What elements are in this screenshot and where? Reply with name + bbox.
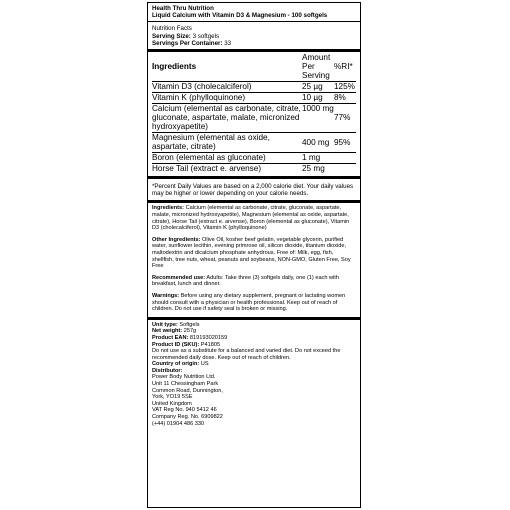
distributor-line: Unit 11 Chessingham Park (152, 381, 219, 388)
product-header (148, 3, 360, 21)
nutrient-table-header (152, 53, 356, 82)
label-text-section (148, 203, 360, 316)
daily-values-footnote: *Percent Daily Values are based on a 2,000 calorie diet. Your daily values may be higher or lower depending on your calorie needs. (152, 183, 354, 198)
nutrient-ri (334, 164, 356, 175)
country-of-origin: Country of origin: US (152, 361, 209, 368)
nutrient-row (152, 133, 356, 153)
product-ean: Product EAN: 819193020159 (152, 334, 228, 341)
nutrient-row (152, 82, 356, 93)
nutrient-row (152, 153, 356, 164)
nutrient-amount: 25 mg (302, 164, 334, 175)
nutrient-name: Calcium (elemental as carbonate, citrate, gluconate, aspartate, malate, micronized hydroxyapetite) (152, 104, 301, 132)
nutrient-row (152, 104, 356, 133)
nutrient-amount: 1000 mg (302, 104, 334, 133)
recommended-use-paragraph: Recommended use: Adults: Take three (3) softgels daily, one (1) each with breakfast, lunch and dinner. (152, 274, 339, 288)
distributor-line: (+44) 01904 486 330 (152, 420, 205, 427)
nutrient-table-wrap (148, 52, 360, 176)
nutrient-amount: 400 mg (302, 133, 334, 153)
servings-per-container: Servings Per Container: 33 (152, 39, 232, 47)
warnings-paragraph: Warnings: Before using any dietary supplement, pregnant or lactating women should consult with a physician or health professional. Keep out of reach of children. Do not use if safety seal is broken or missing. (152, 292, 346, 313)
diet-disclaimer: Do not use as a substitute for a balanced and varied diet. Do not exceed the recommended daily dose. Keep out of reach of children. (152, 348, 341, 361)
nutrient-name: Vitamin K (phylloquinone) (152, 93, 302, 104)
product-sku: Product ID (SKU): P41805 (152, 341, 221, 348)
nutrient-amount: 25 µg (302, 82, 334, 93)
distributor-line: United Kingdom (152, 400, 192, 407)
net-weight: Net weight: 257g (152, 328, 197, 335)
nutrient-name: Vitamin D3 (cholecalciferol) (152, 82, 302, 93)
nutrient-name: Magnesium (elemental as oxide, aspartate, citrate) (152, 133, 302, 153)
distributor-line: York, YO19 5SE (152, 394, 193, 401)
distributor-label: Distributor: (152, 367, 183, 374)
nutrition-facts (148, 22, 360, 49)
nutrient-ri: 8% (334, 93, 356, 104)
footnote-section (148, 179, 360, 200)
nutrient-ri (334, 153, 356, 164)
product-name: Liquid Calcium with Vitamin D3 & Magnesium - 100 softgels (152, 12, 328, 20)
nutrition-facts-title: Nutrition Facts (152, 25, 192, 33)
nutrient-ri: 77% (334, 104, 356, 133)
nutrient-row (152, 93, 356, 104)
product-info-panel (147, 2, 361, 508)
nutrient-ri: 125% (334, 82, 355, 92)
nutrient-name: Boron (elemental as gluconate) (152, 153, 302, 164)
col-ri: %RI* (334, 62, 353, 72)
distributor-line: Company Reg. No. 6909822 (152, 414, 223, 421)
nutrient-name: Horse Tail (extract e. arvense) (152, 164, 302, 175)
unit-type: Unit type: Softgels (152, 321, 200, 328)
serving-size: Serving Size: 3 softgels (152, 32, 220, 40)
nutrient-table (152, 53, 356, 174)
ingredients-paragraph: Ingredients: Calcium (elemental as carbonate, citrate, gluconate, aspartate, malate, micronized hydroxyapetite), Magnesium (elemental as oxide, aspartate, citrate), Horse Tail (extract e. arvense), Boron (elemental as gluconate), Vitamin D3 (cholecalciferol), Vitamin K (phylloquinone) (152, 205, 350, 232)
distributor-line: Common Road, Dunnington, (152, 387, 223, 394)
col-ingredients: Ingredients (152, 62, 197, 72)
nutrient-row (152, 164, 356, 175)
nutrient-amount: 1 mg (302, 153, 334, 164)
nutrient-ri: 95% (334, 133, 356, 153)
product-details (148, 320, 360, 430)
brand-name: Health Thru Nutrition (152, 5, 214, 12)
col-amount: Amount Per Serving (302, 53, 331, 81)
distributor-line: Power Body Nutrition Ltd. (152, 374, 216, 381)
distributor-line: VAT Reg No. 940 5412 46 (152, 407, 217, 414)
nutrient-amount: 10 µg (302, 93, 334, 104)
other-ingredients-paragraph: Other Ingredients: Olive Oil, kosher beef gelatin, vegetable glycerin, purified water, sunflower lecithin, evening primrose oil, silicon dioxide, titanium dioxide, maltodextrin and dicalcium phosphate anhydrous. Free of: Milk, egg, fish, shellfish, tree nuts, wheat, peanuts and soybeans, NON-GMO, Gluten Free, Soy Free (152, 236, 351, 270)
